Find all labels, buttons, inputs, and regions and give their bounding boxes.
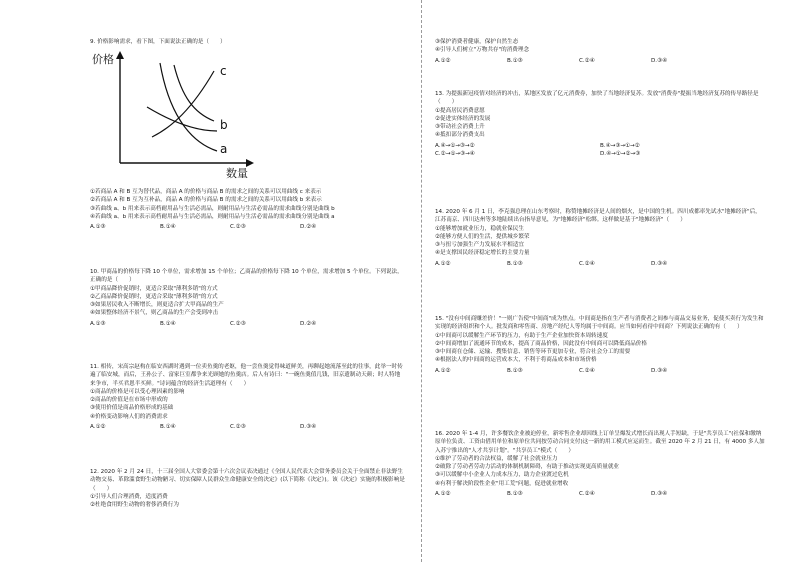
question-16-item-1: ①维护了劳动者的合法权益，缓解了社会就业压力	[435, 455, 558, 462]
graph-y-arrow	[116, 51, 124, 59]
option-d[interactable]: D.③④	[300, 424, 317, 431]
question-13-item-3: ③带动社会消费上升	[435, 124, 485, 131]
question-13-item-1: ①提高居民消费意愿	[435, 107, 485, 114]
question-10-item-4: ④如果整体经济不景气，则乙商品的生产会受到冲击	[90, 310, 219, 317]
question-14-options	[435, 260, 765, 268]
question-13	[435, 90, 765, 158]
question-10-item-1: ①甲商品降价促销时，更适合采取"薄利多销"的方式	[90, 285, 218, 292]
option-d[interactable]: D.③④	[651, 491, 668, 498]
question-15-item-4: ④根据法人的中间商的运营成本大，不利于将商品成本和市场价格	[435, 357, 597, 364]
question-15-item-3: ③中间商在仓储、运输、搜集信息、销售等环节更加专业，符合社会分工的需要	[435, 349, 631, 356]
question-11-options	[90, 423, 405, 431]
question-16-item-4: ④有利于解决阶段性企业"用工荒"问题，促进就业增收	[435, 480, 569, 487]
question-12-continued	[435, 38, 765, 65]
option-b[interactable]: B.①④	[160, 424, 176, 431]
question-10-item-2: ②乙商品降价促销时，更适合采取"薄利多销"的方式	[90, 293, 218, 300]
curve-c	[152, 71, 214, 137]
question-10-item-3: ③如果居民收入不断增长，则更适合扩大甲商品的生产	[90, 302, 224, 309]
question-9-stem: 9. 价格影响需求，看下图，下面说法正确的是（ ）	[90, 39, 226, 45]
option-d[interactable]: D.③④	[651, 367, 668, 374]
option-b[interactable]: B.①④	[160, 320, 176, 327]
question-13-options-row-1	[435, 142, 765, 150]
question-15-item-2: ②中间商增加了流通环节的成本，提高了商品价格，因此没有中间商可以降低商品价格	[435, 340, 647, 347]
graph-y-label: 价格	[92, 53, 114, 66]
question-9-item-1: ①若商品 A 和 B 互为替代品，商品 A 的价格与商品 B 的需求之间的关系可以用曲线 c 来表示	[90, 189, 322, 195]
option-c[interactable]: C.②③	[230, 424, 246, 431]
question-11-item-1: ①商品的价格是可以受心理因素的影响	[90, 388, 185, 395]
question-13-item-2: ②促进实体经济的发展	[435, 115, 491, 122]
question-9-item-2: ②若商品 A 和 B 互为互补品，商品 A 的价格与商品 B 的需求之间的关系可以用曲线 b 来表示	[90, 197, 322, 204]
option-b[interactable]: B.①③	[507, 57, 523, 64]
question-12-item-2: ②杜绝食用野生动物的奢侈消费行为	[90, 502, 179, 509]
question-10	[90, 268, 405, 328]
option-a[interactable]: A.①②	[435, 57, 451, 64]
question-11	[90, 363, 405, 431]
question-16-stem: 16. 2020 年 1-4 月，许多餐饮企业被迫停业，新零售企业却因线上订单呈爆发式增长而出现人手短缺，于是"共享员工"(社保和缴纳原单位负责、工资由借用单位和原单位共同按劳动合同支付)这一新的用工模式应运而生。截至 2020 年 2 月 21 日，有 4000 多人加入苏宁推出的"人才共享计划"。"共享员工"模式（ ）	[435, 431, 765, 454]
option-c[interactable]: C.②→①→③→④	[435, 151, 475, 158]
curve-c-upward	[147, 107, 217, 131]
option-a[interactable]: A.①②	[435, 367, 451, 374]
question-14-item-3: ③与扭亏加强生产力发展水平相适宜	[435, 242, 524, 249]
question-12-item-1: ①引导人们合理消费，适度消费	[90, 493, 168, 500]
question-16-item-2: ②破除了劳动者劳动力活动的体制机制障碍，有助于推动实现更高质量就业	[435, 464, 620, 471]
question-13-stem: 13. 为提振新冠疫情对经济的冲击，某地区发放了亿元消费券，加快了当地经济复苏。发放"消费券"提振当地经济复苏的传导路径是（ ）	[435, 91, 759, 106]
question-14-item-4: ④是支撑国民经济稳定增长的主要力量	[435, 250, 530, 257]
curve-b	[174, 65, 214, 121]
question-11-item-2: ②商品的价值是在市场中形成的	[90, 397, 168, 404]
question-11-item-3: ③使用价值是商品价格形成的基础	[90, 405, 174, 412]
question-9-item-4: ④若曲线 a、b 用来表示高档耐用品与生活必需品，则耐用品与生活必需品的需求曲线分别是曲线 a	[90, 213, 335, 220]
question-9	[90, 38, 405, 231]
demand-curve-graph	[92, 49, 262, 179]
option-a[interactable]: A.④→①→③→②	[435, 142, 475, 149]
option-b[interactable]: B.①④	[160, 224, 176, 231]
curve-label-b: b	[220, 118, 228, 132]
question-15-options	[435, 367, 765, 375]
question-10-stem: 10. 甲商品的价格每下降 10 个单位，需求增加 15 个单位；乙商品的价格每下降 10 个单位，需求增加 5 个单位。下列说法，正确的是（ ）	[90, 269, 403, 284]
right-column	[435, 0, 765, 562]
option-b[interactable]: B.①③	[507, 367, 523, 374]
question-12-stem: 12. 2020 年 2 月 24 日，十三届全国人大常委会第十六次会议表决通过《全国人民代表大会常务委员会关于全面禁止非法野生动物交易、革除滥食野生动物陋习、切实保障人民群众生命健康安全的决定》(以下简称《决定》)。该《决定》实施的积极影响是（ ）	[90, 469, 405, 492]
option-a[interactable]: A.①③	[90, 224, 106, 231]
option-c[interactable]: C.②④	[579, 57, 595, 64]
question-11-stem: 11. 相传，宋高宗赵构在临安西湖时遇到一位卖鱼羹的老妪，他一尝鱼羹觉得味道鲜美，再聊起她流落至此的往事，此举一时传遍了临安城，而后，王孙公子、富家巨室都争来光顾她的鱼羹店。后人有诗曰："一碗鱼羹值几钱，旧京遗制动天颜；时人特地来争市，半买君恩半买鲜。"诗词蕴含的经济生活道理有（ ）	[90, 364, 403, 387]
question-13-options-row-2	[435, 150, 765, 158]
question-14-stem: 14. 2020 年 6 月 1 日，李克强总理在山东考察时，称赞地摊经济是人间的烟火，是中国的生机。四川成都率先试水"地摊经济"后，江苏南京、四川达州等多地陆续出台指导意见，为"地摊经济"松绑。这样做是基于"地摊经济"（ ）	[435, 209, 761, 224]
question-9-options	[90, 223, 405, 231]
option-c[interactable]: C.②④	[579, 260, 595, 267]
question-11-item-4: ④价格变动影响人们的消费需求	[90, 413, 168, 420]
column-divider	[421, 0, 422, 562]
question-12	[90, 468, 405, 509]
option-c[interactable]: C.②③	[230, 224, 246, 231]
option-d[interactable]: D.③④	[651, 57, 668, 64]
question-9-item-3: ③若曲线 a、b 用来表示高档耐用品与生活必需品，则耐用品与生活必需品的需求曲线分别是曲线 b	[90, 205, 335, 212]
option-b[interactable]: B.①③	[507, 260, 523, 267]
question-15	[435, 315, 765, 375]
question-14-item-1: ①能够增加就业压力，稳就业保民生	[435, 225, 524, 232]
question-12-options	[435, 57, 765, 65]
curve-label-c: c	[220, 64, 227, 78]
option-a[interactable]: A.①②	[435, 260, 451, 267]
option-b[interactable]: B.④→③→①→②	[600, 142, 640, 149]
question-12-item-3: ③保护消费者健康，保护自然生态	[435, 39, 519, 45]
option-d[interactable]: D.②④	[300, 320, 317, 327]
question-15-item-1: ①中间商可以缓解生产环节的压力，有助于生产企业加快资本周转速度	[435, 332, 608, 339]
option-b[interactable]: B.①③	[507, 491, 523, 498]
question-13-item-4: ④抵扣部分消费支出	[435, 132, 485, 139]
option-a[interactable]: A.①③	[90, 320, 106, 327]
option-a[interactable]: A.①②	[90, 424, 106, 431]
option-a[interactable]: A.①②	[435, 491, 451, 498]
question-16-options	[435, 490, 765, 498]
graph-x-label: 数量	[226, 167, 248, 179]
option-c[interactable]: C.②③	[230, 320, 246, 327]
option-d[interactable]: D.④→①→②→③	[600, 151, 641, 158]
option-c[interactable]: C.②④	[579, 367, 595, 374]
question-16-item-3: ③可以缓解中小企业人力成本压力，助力企业渡过危机	[435, 472, 569, 479]
left-column	[90, 0, 405, 562]
question-10-options	[90, 320, 405, 328]
option-d[interactable]: D.③④	[651, 260, 668, 267]
question-16	[435, 430, 765, 498]
question-12-item-4: ④引导人们树立"万物共存"的消费理念	[435, 47, 530, 54]
question-15-stem: 15. "没有中间商赚差价！"一则广告使"中间商"成为焦点。中间商是指在生产者与消费者之间参与商品交易业务，促使买卖行为发生和实现的经济组织和个人。批发商和零售商、房地产经纪人等均属于中间商。应当如何看待中间商？下列说法正确的有（ ）	[435, 316, 764, 331]
question-14-item-2: ②能够方便人们的生活，提供城乡繁荣	[435, 233, 530, 240]
graph-x-arrow	[246, 159, 254, 167]
curve-label-a: a	[220, 142, 228, 156]
option-d[interactable]: D.②④	[300, 224, 317, 231]
question-14	[435, 208, 765, 268]
option-c[interactable]: C.②④	[579, 491, 595, 498]
